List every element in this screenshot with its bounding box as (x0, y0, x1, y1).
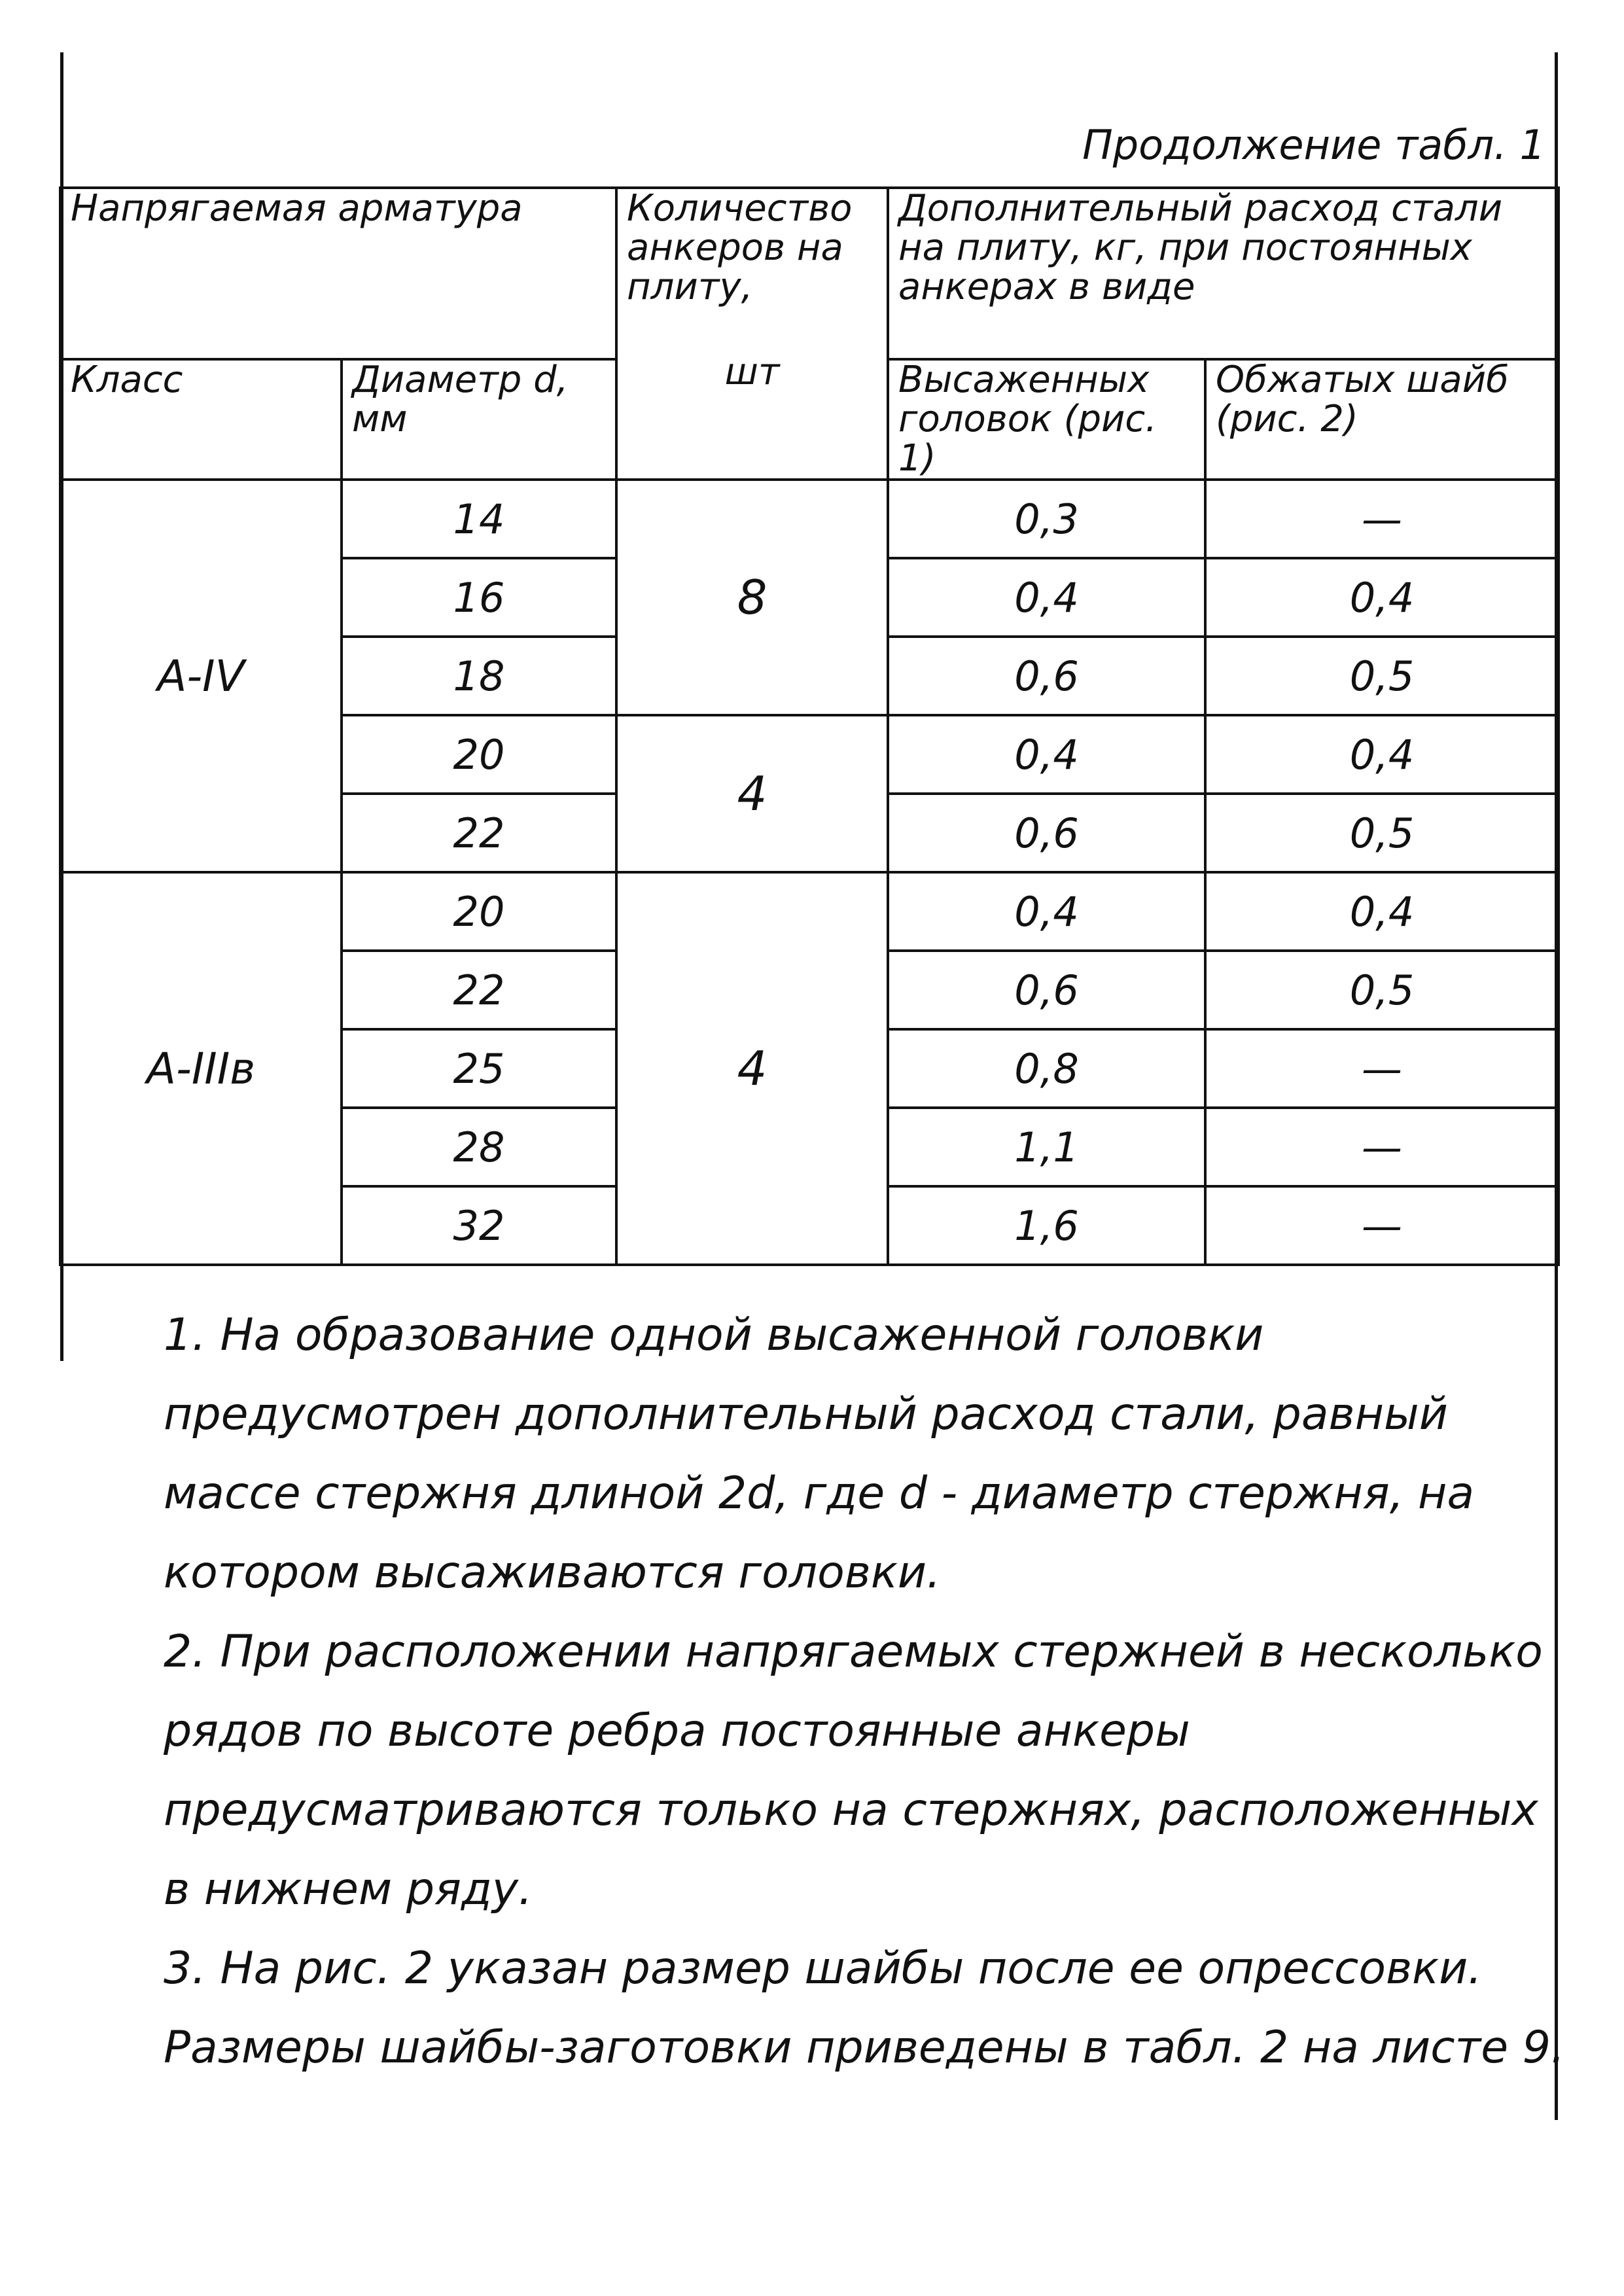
heads-cell: 1,1 (888, 1108, 1205, 1186)
header-anchor-count-label: Количество анкеров на плиту, (627, 187, 853, 308)
note-1: 1. На образование одной высаженной головки предусмотрен дополнительный расход стали, равный массе стержня длиной 2d, где d - диаметр стержня, на котором высаживаются головки. (164, 1309, 1475, 1598)
diameter-cell: 20 (342, 872, 616, 951)
heads-cell: 0,3 (888, 480, 1205, 558)
note-3: 3. На рис. 2 указан размер шайбы после ее опрессовки. Размеры шайбы-заготовки приведены в табл. 2 на листе 9. (164, 1943, 1565, 2074)
heads-cell: 0,6 (888, 951, 1205, 1029)
heads-cell: 0,8 (888, 1029, 1205, 1108)
washers-cell: — (1205, 1186, 1559, 1265)
continuation-title: Продолжение табл. 1 (1082, 121, 1545, 169)
washers-cell: 0,5 (1205, 794, 1559, 872)
header-anchor-count (616, 188, 888, 480)
diameter-cell: 22 (342, 951, 616, 1029)
diameter-cell: 20 (342, 715, 616, 794)
anchor-count-cell: 8 (616, 480, 888, 715)
table-row (60, 480, 1559, 558)
washers-cell: — (1205, 480, 1559, 558)
note-2: 2. При расположении напрягаемых стержней в несколько рядов по высоте ребра постоянные анкеры предусматриваются только на стержнях, расположенных в нижнем ряду. (164, 1626, 1543, 1915)
heads-cell: 0,4 (888, 872, 1205, 951)
washers-cell: 0,4 (1205, 558, 1559, 637)
diameter-cell: 32 (342, 1186, 616, 1265)
heads-cell: 1,6 (888, 1186, 1205, 1265)
diameter-cell: 28 (342, 1108, 616, 1186)
class-cell: А-IIIв (60, 872, 342, 1265)
header-reinforcement: Напрягаемая арматура (60, 188, 616, 359)
washers-cell: 0,4 (1205, 715, 1559, 794)
class-cell: А-IV (60, 480, 342, 872)
header-crimped-washers: Обжатых шайб (рис. 2) (1205, 359, 1559, 480)
heads-cell: 0,6 (888, 637, 1205, 715)
diameter-cell: 14 (342, 480, 616, 558)
diameter-cell: 18 (342, 637, 616, 715)
anchor-steel-table (59, 186, 1560, 1266)
header-upset-heads: Высаженных головок (рис. 1) (888, 359, 1205, 480)
diameter-cell: 25 (342, 1029, 616, 1108)
notes-block (164, 1296, 1570, 2087)
diameter-cell: 16 (342, 558, 616, 637)
header-class: Класс (60, 359, 342, 480)
heads-cell: 0,6 (888, 794, 1205, 872)
table-row (60, 872, 1559, 951)
anchor-count-cell: 4 (616, 872, 888, 1265)
diameter-cell: 22 (342, 794, 616, 872)
washers-cell: 0,5 (1205, 951, 1559, 1029)
washers-cell: — (1205, 1108, 1559, 1186)
header-diameter: Диаметр d, мм (342, 359, 616, 480)
header-extra-steel: Дополнительный расход стали на плиту, кг, при постоянных анкерах в виде (888, 188, 1559, 359)
washers-cell: 0,4 (1205, 872, 1559, 951)
heads-cell: 0,4 (888, 715, 1205, 794)
heads-cell: 0,4 (888, 558, 1205, 637)
washers-cell: 0,5 (1205, 637, 1559, 715)
anchor-count-cell: 4 (616, 715, 888, 872)
header-anchor-count-unit: шт (724, 351, 780, 393)
washers-cell: — (1205, 1029, 1559, 1108)
